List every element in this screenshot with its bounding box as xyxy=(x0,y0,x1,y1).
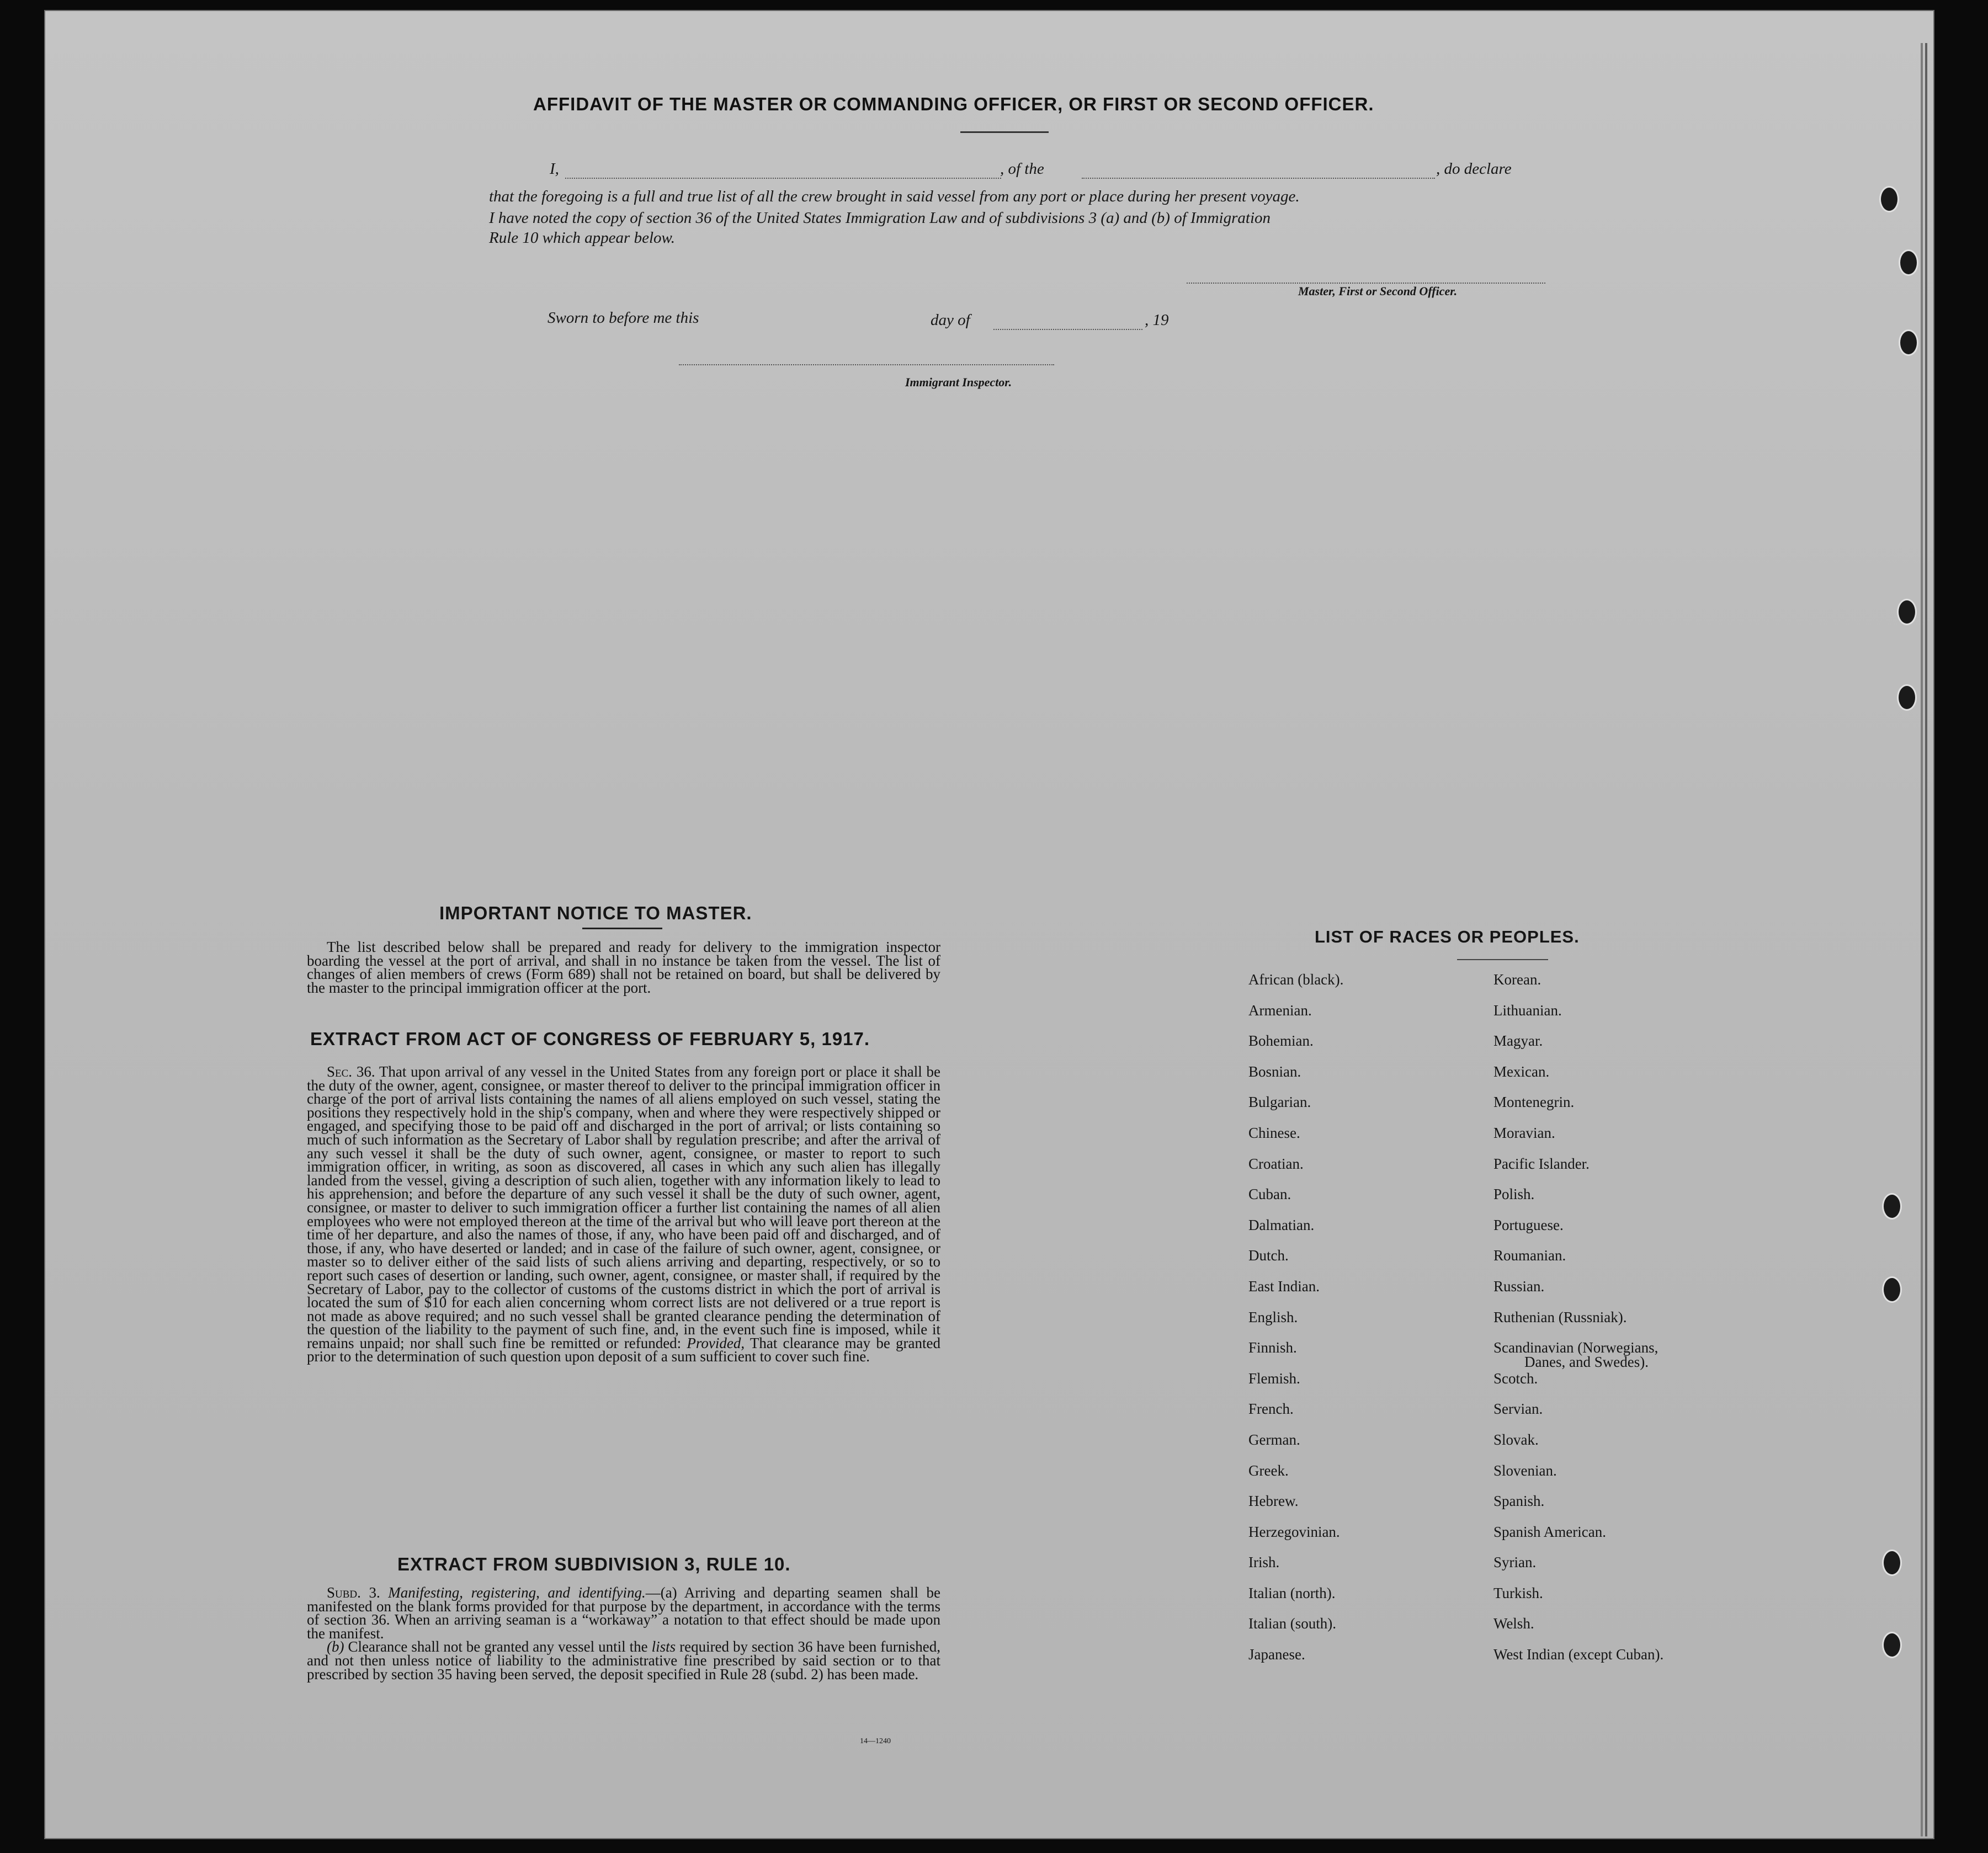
binder-hole xyxy=(1897,599,1917,625)
master-caption: Master, First or Second Officer. xyxy=(1298,284,1458,298)
race-item-line-2: Danes, and Swedes). xyxy=(1524,1354,1649,1371)
race-item: Greek. xyxy=(1248,1462,1289,1479)
inspector-caption: Immigrant Inspector. xyxy=(905,375,1012,389)
race-item-scandinavian xyxy=(1493,1340,1663,1371)
subdivision-a-text: —(a) Arriving and departing seamen shall be manifested on the blank forms provided for that purpose by the department, in accordance with the terms of section 36. When an arriving seaman is a “workaway” a notation to that effect should be made upon the manifest. xyxy=(307,1584,940,1642)
race-item: Syrian. xyxy=(1493,1554,1537,1571)
race-item: Dalmatian. xyxy=(1248,1216,1315,1233)
race-item: Herzegovinian. xyxy=(1248,1523,1340,1540)
page-edge xyxy=(1921,43,1923,1836)
form-code: 14—1240 xyxy=(860,1737,891,1745)
extract-act-title: EXTRACT FROM ACT OF CONGRESS OF FEBRUARY 5, 1917. xyxy=(310,1029,870,1049)
subdivision-3-paragraph xyxy=(307,1586,940,1681)
binder-hole xyxy=(1899,249,1918,276)
race-item: Cuban. xyxy=(1248,1186,1291,1203)
affidavit-line-3: I have noted the copy of section 36 of the United States Immigration Law and of subdivisions 3 (a) and (b) of Immigration xyxy=(489,209,1271,227)
race-item: Roumanian. xyxy=(1493,1247,1566,1264)
race-item: French. xyxy=(1248,1401,1294,1418)
race-item: German. xyxy=(1248,1431,1300,1448)
race-item: English. xyxy=(1248,1308,1298,1325)
notice-underline xyxy=(582,928,662,929)
race-item: Spanish. xyxy=(1493,1493,1545,1510)
subdivision-b-mark: (b) xyxy=(327,1638,344,1655)
race-item: Montenegrin. xyxy=(1493,1094,1575,1111)
affidavit-of-the: , of the xyxy=(1000,160,1044,178)
name-blank-line xyxy=(565,178,1001,179)
race-item: Irish. xyxy=(1248,1554,1280,1571)
subdivision-b-text-2: required by section 36 have been furnished, and not then unless notice of liability to the administrative fine prescribed by said section or to that prescribed by section 35 having been served, the deposit specified in Rule 28 (subd. 2) has been made. xyxy=(307,1638,941,1682)
affidavit-line-4: Rule 10 which appear below. xyxy=(489,229,675,247)
races-title: LIST OF RACES OR PEOPLES. xyxy=(1315,927,1580,946)
race-item: Hebrew. xyxy=(1248,1493,1299,1510)
race-item: Slovenian. xyxy=(1493,1462,1557,1479)
race-item: Bulgarian. xyxy=(1248,1094,1311,1111)
signature-line xyxy=(1187,283,1545,284)
year-text: , 19 xyxy=(1145,311,1169,329)
race-item: Moravian. xyxy=(1493,1124,1555,1141)
race-item: Ruthenian (Russniak). xyxy=(1493,1308,1627,1325)
races-column-1 xyxy=(1248,972,1343,1678)
race-item: Croatian. xyxy=(1248,1155,1304,1172)
affidavit-line-2: that the foregoing is a full and true list of all the crew brought in said vessel from any port or place during her present voyage. xyxy=(489,188,1300,205)
month-blank-line xyxy=(993,329,1142,330)
binder-hole xyxy=(1899,329,1918,356)
section-36-paragraph xyxy=(307,1065,940,1364)
race-item: Spanish American. xyxy=(1493,1523,1606,1540)
affidavit-i: I, xyxy=(550,160,559,178)
subdivision-label: Subd. 3. xyxy=(327,1584,380,1601)
race-item: Korean. xyxy=(1493,971,1542,988)
race-item: Slovak. xyxy=(1493,1431,1539,1448)
race-item: Turkish. xyxy=(1493,1584,1543,1601)
race-item: Italian (south). xyxy=(1248,1615,1336,1632)
race-item: Russian. xyxy=(1493,1277,1545,1295)
race-item: Dutch. xyxy=(1248,1247,1289,1264)
day-of-text: day of xyxy=(931,311,970,329)
section-36-text: That upon arrival of any vessel in the United States from any foreign port or place it shall be the duty of the owner, agent, consignee, or master thereof to deliver to the principal immigration officer in charge of the port of arrival lists containing the names of all aliens employed on such vessel, stating the positions they respectively hold in the ship's company, when and where they were respectively shipped or engaged, and specifying those to be paid off and discharged in the port of arrival; or lists containing so much of such information as the Secretary of Labor shall by regulation prescribe; and after the arrival of any such vessel it shall be the duty of such owner, agent, consignee, or master to report to such immigration officer, in writing, as soon as discovered, all cases in which any such alien has illegally landed from the vessel, giving a description of such alien, together with any information likely to lead to his apprehension; and before the departure of any such vessel it shall be the duty of such owner, agent, consignee, or master to deliver to such immigration officer a further list containing the names of all alien employees who were not employed thereon at the time of the arrival but who will leave port thereon at the time of her departure, and also the names of those, if any, who have been paid off and discharged, and of those, if any, who have deserted or landed; and in case of the failure of such owner, agent, consignee, or master so to deliver either of the said lists of such aliens arriving and departing, respectively, or so to report such cases of desertion or landing, such owner, agent, consignee, or master shall, if required by the Secretary of Labor, pay to the collector of customs of the customs district in which the port of arrival is located the sum of $10 for each alien concerning whom correct lists are not delivered or a true report is not made as above required; and no such vessel shall be granted clearance pending the determination of the question of the liability to the payment of such fine, and, in the event such fine is imposed, while it remains unpaid; nor shall such fine be remitted or refunded: xyxy=(307,1063,941,1351)
race-item: Lithuanian. xyxy=(1493,1002,1562,1019)
race-item: East Indian. xyxy=(1248,1277,1320,1295)
race-item: Polish. xyxy=(1493,1186,1535,1203)
extract-rule-title: EXTRACT FROM SUBDIVISION 3, RULE 10. xyxy=(397,1554,791,1574)
race-item: Bosnian. xyxy=(1248,1063,1301,1080)
notice-paragraph xyxy=(307,940,940,994)
race-item: Armenian. xyxy=(1248,1002,1312,1019)
binder-hole xyxy=(1897,684,1917,711)
binder-hole xyxy=(1879,186,1899,212)
affidavit-do-declare: , do declare xyxy=(1436,160,1512,178)
race-item: Portuguese. xyxy=(1493,1216,1564,1233)
race-item: Finnish. xyxy=(1248,1339,1297,1356)
vessel-blank-line xyxy=(1082,178,1435,179)
subdivision-heading: Manifesting, registering, and identifying. xyxy=(388,1584,646,1601)
binder-hole xyxy=(1882,1276,1902,1303)
race-item: Scotch. xyxy=(1493,1370,1538,1387)
race-item: Italian (north). xyxy=(1248,1584,1336,1601)
race-item: Servian. xyxy=(1493,1401,1543,1418)
race-item: West Indian (except Cuban). xyxy=(1493,1646,1664,1663)
race-item-line-1: Scandinavian (Norwegians, xyxy=(1493,1339,1659,1356)
binder-hole xyxy=(1882,1193,1902,1220)
races-underline xyxy=(1457,959,1548,960)
race-item: Japanese. xyxy=(1248,1646,1305,1663)
affidavit-title: AFFIDAVIT OF THE MASTER OR COMMANDING OFFICER, OR FIRST OR SECOND OFFICER. xyxy=(533,94,1374,114)
inspector-signature-line xyxy=(679,364,1054,365)
binder-hole xyxy=(1882,1632,1902,1658)
notice-text: The list described below shall be prepared and ready for delivery to the immigration inspector boarding the vessel at the port of arrival, and shall in no instance be taken from the vessel. The list of changes of alien members of crews (Form 689) shall not be retained on board, but shall be delivered by the master to the principal immigration officer at the port. xyxy=(307,939,940,996)
lists-word: lists xyxy=(651,1638,676,1655)
race-item: Mexican. xyxy=(1493,1063,1550,1080)
sworn-text: Sworn to before me this xyxy=(548,309,699,327)
provided-word: Provided, xyxy=(687,1334,745,1351)
race-item: Chinese. xyxy=(1248,1124,1300,1141)
section-label: Sec. 36. xyxy=(327,1063,375,1080)
race-item: Magyar. xyxy=(1493,1032,1543,1050)
race-item: Flemish. xyxy=(1248,1370,1300,1387)
section-36-text-end: That clearance may be granted prior to the determination of such question upon deposit of a sum sufficient to cover such fine. xyxy=(307,1334,941,1365)
race-item: African (black). xyxy=(1248,971,1344,988)
notice-title: IMPORTANT NOTICE TO MASTER. xyxy=(439,903,752,923)
page-edge xyxy=(1925,43,1927,1836)
races-column-2 xyxy=(1493,972,1663,1678)
race-item: Pacific Islander. xyxy=(1493,1155,1590,1172)
binder-hole xyxy=(1882,1550,1902,1576)
race-item: Welsh. xyxy=(1493,1615,1534,1632)
race-item: Bohemian. xyxy=(1248,1032,1314,1050)
title-underline xyxy=(960,131,1049,133)
subdivision-b-text-1: Clearance shall not be granted any vessel until the xyxy=(348,1638,648,1655)
